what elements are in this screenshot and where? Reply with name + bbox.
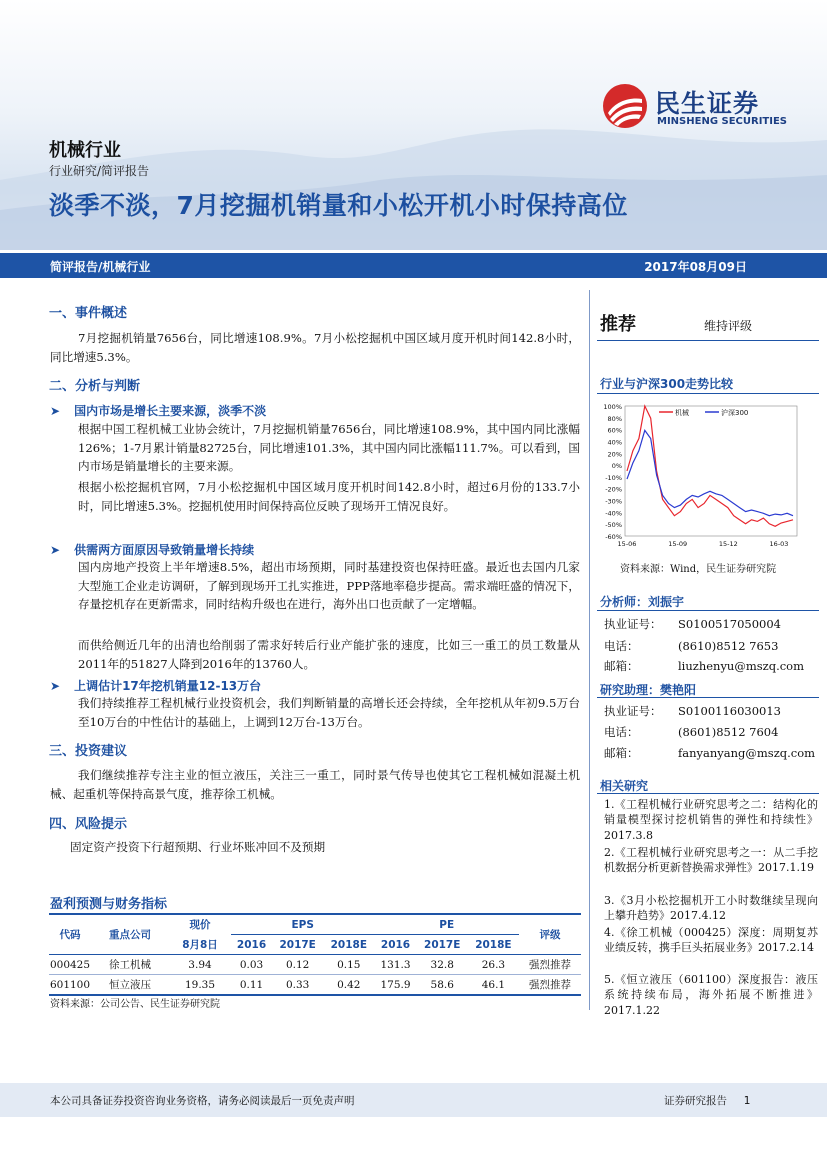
cell-eps: 0.33: [272, 975, 323, 996]
analyst-license: [604, 616, 781, 632]
legend-label: 沪深300: [721, 409, 749, 417]
assistant-phone: [604, 724, 778, 740]
arrow-bullet-icon: ➤: [50, 543, 61, 557]
bullet-text: 上调估计17年挖机销量12-13万台: [74, 679, 262, 693]
th-company: 重点公司: [91, 914, 169, 955]
bullet-text: 供需两方面原因导致销量增长持续: [74, 543, 255, 557]
analysis-paragraph: 根据中国工程机械工业协会统计，7月挖掘机销量7656台，同比增速108.9%，其中国内同比涨幅126%；1-7月累计销量82725台，同比增速101.3%，其中国内同比涨幅111.7%。可以看到，国内市场是销量增长的主要来源。: [78, 422, 580, 473]
analysis-paragraph: 根据小松挖掘机官网，7月小松挖掘机中国区域月度开机时间142.8小时，超过6月份的133.7小时，同比增速5.3%。挖掘机使用时间保持高位反映了现场开工情况良好。: [78, 480, 580, 513]
y-tick-label: 40%: [607, 438, 622, 447]
kv-value: S0100116030013: [678, 704, 781, 718]
analyst-heading: 分析师：刘振宇: [600, 595, 685, 609]
table-row: [49, 975, 581, 996]
cell-eps: 0.11: [231, 975, 272, 996]
related-item[interactable]: 1.《工程机械行业研究思考之二：结构化的销量模型探讨挖机销售的弹性和持续性》2017.3.8: [604, 798, 818, 842]
y-tick-label: 100%: [603, 403, 622, 411]
series-line-machinery: [627, 406, 793, 526]
analysis-paragraph: 我们持续推荐工程机械行业投资机会，我们判断销量的高增长还会持续，全年挖机从年初9.5万台至10万台的中性估计的基础上，上调到12万台-13万台。: [78, 696, 580, 729]
industry-label: 机械行业: [49, 140, 121, 161]
section-heading-advice: 三、投资建议: [49, 744, 128, 759]
related-item[interactable]: 5.《恒立液压（601100）深度报告：液压系统持续布局，海外拓展不断推进》2017.1.22: [604, 973, 818, 1017]
kv-label: 电话：: [604, 639, 639, 653]
th-year: 2016: [374, 935, 416, 955]
y-tick-label: -50%: [605, 521, 622, 530]
financial-table: [49, 913, 581, 996]
x-tick-label: 15-06: [617, 540, 637, 548]
cell-pe: 26.3: [468, 955, 519, 975]
th-code: 代码: [49, 914, 91, 955]
th-price: 现价: [169, 914, 231, 935]
cell-pe: 175.9: [374, 975, 416, 996]
divider: [597, 793, 819, 794]
section-heading-risk: 四、风险提示: [49, 817, 128, 832]
th-year: 2017E: [272, 935, 323, 955]
related-item[interactable]: 4.《徐工机械（000425）深度：周期复苏业绩反转，携手巨头拓展业务》2017.2.14: [604, 926, 818, 955]
y-tick-label: 0%: [611, 462, 622, 471]
series-line-hs300: [627, 430, 793, 515]
kv-label: 执业证号：: [604, 617, 662, 631]
related-heading: 相关研究: [600, 779, 649, 793]
divider: [597, 697, 819, 698]
cell-price: 19.35: [169, 975, 231, 996]
x-tick-label: 15-09: [668, 540, 688, 548]
page-number: 1: [743, 1095, 751, 1107]
analysis-paragraph: 而供给侧近几年的出清也给削弱了需求好转后行业产能扩张的速度，比如三一重工的员工数量从2011年的51827人降到2016年的13760人。: [78, 638, 580, 671]
x-tick-label: 16-03: [769, 540, 789, 548]
cell-eps: 0.15: [323, 955, 374, 975]
footer-label: [664, 1093, 750, 1108]
divider: [597, 393, 819, 394]
header-mountain-graphic: [0, 120, 827, 250]
y-tick-label: -40%: [605, 509, 622, 518]
kv-label: 邮箱：: [604, 659, 639, 673]
arrow-bullet-icon: ➤: [50, 679, 61, 693]
cell-company: 徐工机械: [91, 955, 169, 975]
section-heading-analysis: 二、分析与判断: [49, 379, 141, 394]
th-year: 2017E: [417, 935, 468, 955]
th-year: 2018E: [323, 935, 374, 955]
th-price-date: 8月8日: [169, 935, 231, 955]
cell-rating: 强烈推荐: [519, 955, 581, 975]
performance-chart: [597, 398, 819, 560]
kv-value[interactable]: fanyanyang@mszq.com: [678, 746, 816, 760]
kv-value: (8610)8512 7653: [678, 639, 779, 653]
related-item[interactable]: 2.《工程机械行业研究思考之一：从二手挖机数据分析更新替换需求弹性》2017.1.19: [604, 846, 818, 875]
assistant-license: [604, 703, 781, 719]
kv-value: S0100517050004: [678, 617, 781, 631]
kv-value[interactable]: liuzhenyu@mszq.com: [678, 659, 804, 673]
cell-pe: 46.1: [468, 975, 519, 996]
cell-pe: 131.3: [374, 955, 416, 975]
page-title: 淡季不淡，7月挖掘机销量和小松开机小时保持高位: [49, 191, 628, 220]
x-tick-label: 15-12: [718, 540, 738, 548]
section-heading-event: 一、事件概述: [49, 306, 128, 321]
rating-note: 维持评级: [704, 319, 753, 333]
cell-rating: 强烈推荐: [519, 975, 581, 996]
brand-name-en: MINSHENG SECURITIES: [657, 116, 787, 127]
cell-eps: 0.03: [231, 955, 272, 975]
report-category: 简评报告/机械行业: [50, 260, 151, 274]
footer-doc-type: 证券研究报告: [664, 1095, 727, 1107]
chart-title: 行业与沪深300走势比较: [600, 377, 734, 391]
y-tick-label: -10%: [605, 473, 622, 482]
cell-eps: 0.12: [272, 955, 323, 975]
chart-series: [627, 406, 793, 526]
cell-eps: 0.42: [323, 975, 374, 996]
divider: [597, 610, 819, 611]
divider: [597, 340, 819, 341]
y-tick-label: 80%: [607, 414, 622, 423]
cell-company: 恒立液压: [91, 975, 169, 996]
th-eps: EPS: [231, 914, 374, 935]
table-title: 盈利预测与财务指标: [50, 897, 168, 912]
table-source: 资料来源：公司公告、民生证券研究院: [50, 999, 220, 1010]
cell-code: 000425: [49, 955, 91, 975]
chart-legend: [659, 408, 748, 417]
column-divider: [589, 290, 590, 1010]
advice-paragraph: 我们继续推荐专注主业的恒立液压，关注三一重工，同时景气传导也使其它工程机械如混凝土机械、起重机等保持高景气度，推荐徐工机械。: [50, 768, 580, 801]
y-tick-label: -60%: [605, 533, 622, 541]
y-tick-label: -30%: [605, 497, 622, 506]
kv-label: 电话：: [604, 725, 639, 739]
y-tick-label: 20%: [607, 450, 622, 459]
report-date: 2017年08月09日: [644, 260, 747, 274]
bullet-text: 国内市场是增长主要来源，淡季不淡: [74, 404, 267, 418]
report-type: 行业研究/简评报告: [49, 164, 150, 178]
th-year: 2018E: [468, 935, 519, 955]
arrow-bullet-icon: ➤: [50, 404, 61, 418]
kv-label: 邮箱：: [604, 746, 639, 760]
analyst-phone: [604, 638, 778, 654]
footer-disclaimer[interactable]: 本公司具备证券投资咨询业务资格，请务必阅读最后一页免责声明: [50, 1095, 355, 1107]
kv-value: (8601)8512 7604: [678, 725, 779, 739]
risk-paragraph: 固定资产投资下行超预期、行业坏账冲回不及预期: [70, 840, 326, 854]
recommendation: 推荐: [600, 314, 636, 335]
assistant-email[interactable]: [604, 745, 815, 761]
th-rating: 评级: [519, 914, 581, 955]
th-pe: PE: [374, 914, 519, 935]
bullet-domestic-market: [50, 402, 266, 419]
y-tick-label: -20%: [605, 485, 622, 494]
bullet-supply-demand: [50, 541, 254, 558]
bullet-raise-estimate: [50, 677, 261, 694]
chart-y-axis: [603, 403, 622, 541]
analyst-email[interactable]: [604, 658, 804, 674]
cell-pe: 32.8: [417, 955, 468, 975]
table-row: [49, 955, 581, 975]
related-item[interactable]: 3.《3月小松挖掘机开工小时数继续呈现向上攀升趋势》2017.4.12: [604, 894, 818, 923]
cell-price: 3.94: [169, 955, 231, 975]
y-tick-label: 60%: [607, 426, 622, 435]
chart-grid: [625, 406, 797, 536]
cell-code: 601100: [49, 975, 91, 996]
cell-pe: 58.6: [417, 975, 468, 996]
assistant-heading: 研究助理：樊艳阳: [600, 683, 697, 697]
legend-label: 机械: [675, 409, 689, 417]
event-paragraph: 7月挖掘机销量7656台，同比增速108.9%。7月小松挖掘机中国区域月度开机时间142.8小时，同比增速5.3%。: [50, 331, 580, 364]
analysis-paragraph: 国内房地产投资上半年增速8.5%，超出市场预期，同时基建投资也保持旺盛。最近也去国内几家大型施工企业走访调研，了解到现场开工扎实推进，PPP落地率稳步提高。需求端旺盛的情况下，存量挖机存在更新需求，同时结构升级也在进行，海外出口也贡献了一定增幅。: [78, 560, 580, 611]
chart-source: 资料来源：Wind，民生证券研究院: [620, 564, 777, 575]
kv-label: 执业证号：: [604, 704, 662, 718]
brand-name-cn: 民生证券: [655, 89, 760, 118]
minsheng-logo-icon: [602, 83, 648, 129]
plot-frame: [625, 406, 797, 536]
th-year: 2016: [231, 935, 272, 955]
chart-x-axis: [618, 540, 789, 548]
